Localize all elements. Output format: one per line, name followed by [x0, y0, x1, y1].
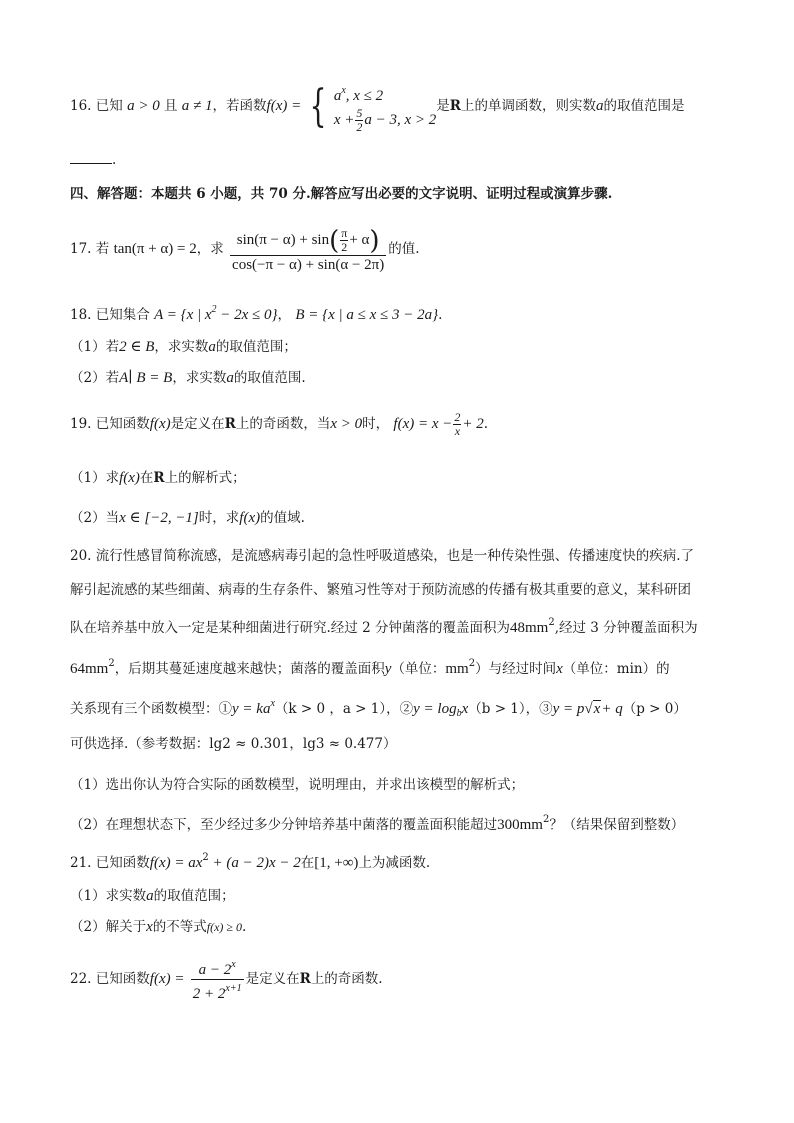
- q21-part2: （2）解关于x的不等式f(x) ≥ 0.: [70, 919, 247, 935]
- q19-part1: （1）求f(x)在R上的解析式；: [70, 470, 246, 486]
- piecewise-cases: $a^x$, x ≤ 2 x + $\frac{5}{2}$ a − 3, x > 2: [333, 84, 437, 134]
- q19-part2: （2）当x ∈ [−2, −1]时，求f(x)的值域.: [70, 510, 305, 526]
- section-heading: 四、解答题：本题共 6 小题，共 70 分.解答应写出必要的文字说明、证明过程或演算步骤.: [70, 186, 613, 202]
- q18-number: 18.: [70, 307, 92, 323]
- q16-number: 16.: [70, 98, 92, 114]
- q19-number: 19.: [70, 416, 92, 432]
- q20-part1: （1）选出你认为符合实际的函数模型，说明理由，并求出该模型的解析式；: [70, 777, 525, 793]
- q21-line: 21. 已知函数$f(x) = ax^2 + (a - 2)x - 2$在[1, +∞)上为减函数.: [70, 852, 431, 871]
- q20-line6: 可供选择.（参考数据：lg2 ≈ 0.301，lg3 ≈ 0.477）: [70, 736, 397, 752]
- q17-number: 17.: [70, 241, 92, 257]
- fraction: $\frac{2}{x}$: [454, 410, 461, 438]
- q22-number: 22.: [70, 971, 92, 987]
- q21-part1: （1）求实数a的取值范围；: [70, 888, 235, 904]
- q18-line: 18. 已知集合 A = {x | $x^2 - 2x \le 0$}， B = {x | a ≤ x ≤ 3 − 2a}.: [70, 304, 443, 323]
- q16-answer-blank: .: [70, 150, 116, 170]
- q22-fraction: $\frac{a - 2^x}{2 + 2^{x+1}}$: [191, 956, 244, 1003]
- q20-part2: （2）在理想状态下，至少经过多少分钟培养基中菌落的覆盖面积能超过$300mm^2$？（结果保留到整数）: [70, 814, 685, 833]
- fraction: $\frac{5}{2}$: [356, 105, 363, 134]
- q16-line: 16. 已知 a > 0 且 a ≠ 1，若函数f(x) = { $a^x$, x ≤ 2 x + $\frac{5}{2}$ a − 3, x > 2 是R上的单调函数，则实数a的取值范围是: [70, 80, 685, 134]
- q17-line: 17. 若 tan(π + α) = 2，求 sin(π − α) + sin( $\frac{\pi}{2}$ + α) cos(−π − α) + sin(α − 2π) 的值.: [70, 225, 420, 273]
- q21-number: 21.: [70, 855, 92, 871]
- q20-line4: $64mm^2$，后期其蔓延速度越来越快；菌落的覆盖面积y（单位：$mm^2$）与经过时间x（单位：min）的: [70, 658, 670, 677]
- q17-fraction: sin(π − α) + sin( $\frac{\pi}{2}$ + α) cos(−π − α) + sin(α − 2π): [232, 225, 385, 273]
- q20-line3: 队在培养基中放入一定是某种细菌进行研究.经过 2 分钟菌落的覆盖面积为$48mm^2$,经过 3 分钟覆盖面积为: [70, 617, 698, 636]
- q20-line5: 关系现有三个函数模型：①y = $ka^x(k > 0$ ，a > 1），②y = $\log_bx(b > 1)$，③y = p√x+ q（p > 0）: [70, 698, 687, 719]
- q20-line1: 20. 流行性感冒简称流感，是流感病毒引起的急性呼吸道感染，也是一种传染性强、传播速度快的疾病.了: [70, 548, 695, 564]
- q20-line2: 解引起流感的某些细菌、病毒的生存条件、繁殖习性等对于预防流感的传播有极其重要的意义，某科研团: [70, 582, 691, 598]
- case-brace: {: [309, 80, 326, 132]
- q18-part2: （2）若A∣ B = B，求实数a的取值范围.: [70, 370, 306, 386]
- q18-part1: （1）若2 ∈ B，求实数a的取值范围；: [70, 339, 297, 355]
- q19-line: 19. 已知函数f(x)是定义在R上的奇函数，当x > 0时， f(x) = x − $\frac{2}{x}$ + 2.: [70, 410, 489, 438]
- q22-line: 22. 已知函数f(x) = $\frac{a - 2^x}{2 + 2^{x+1}}$ 是定义在R上的奇函数.: [70, 956, 383, 1003]
